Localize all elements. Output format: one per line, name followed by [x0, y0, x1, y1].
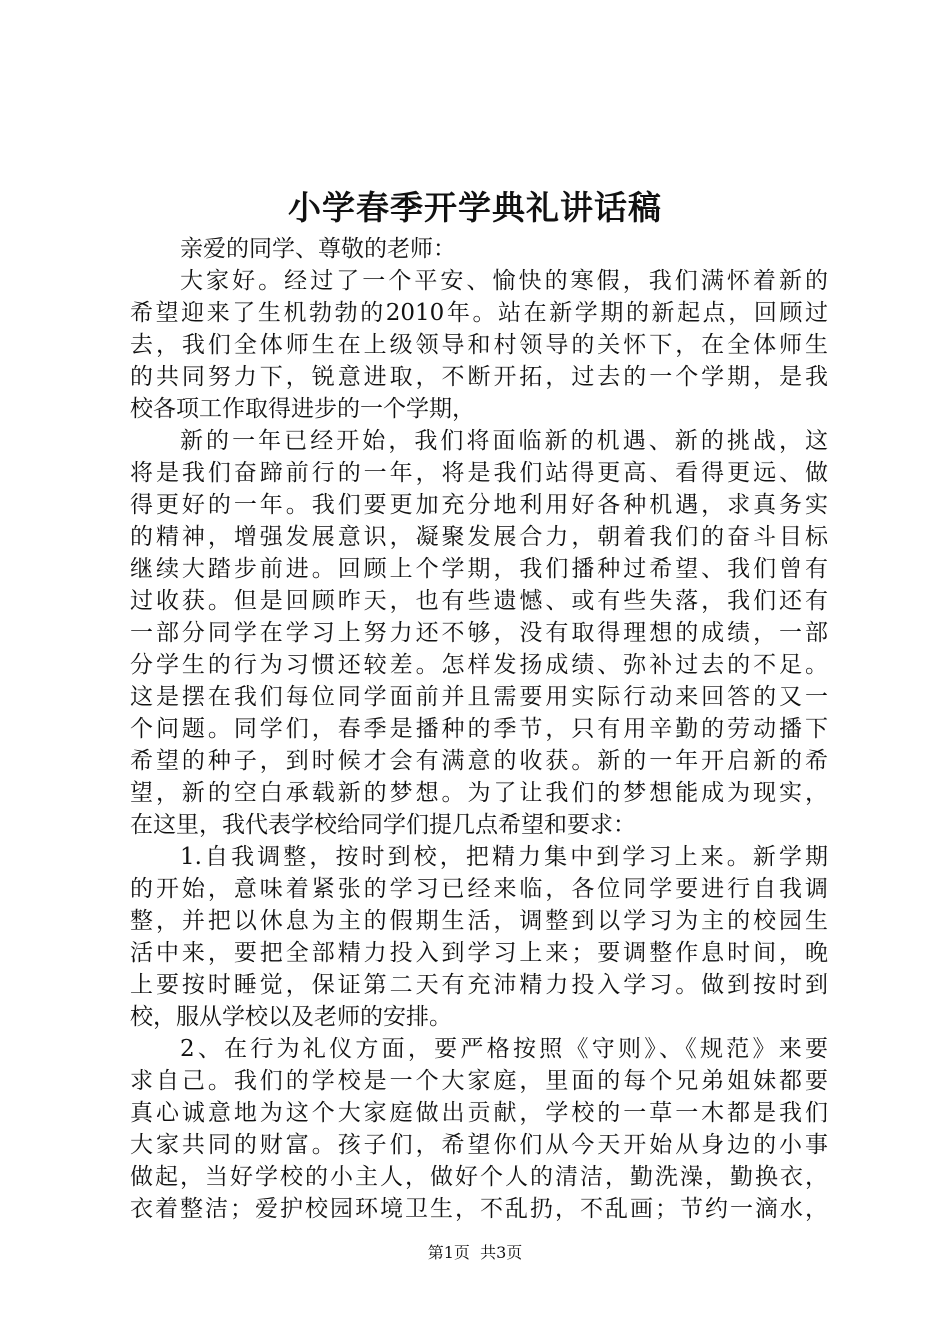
body-line: 求自己。我们的学校是一个大家庭，里面的每个兄弟姐妹都要: [130, 1068, 828, 1094]
body-line: 上要按时睡觉，保证第二天有充沛精力投入学习。做到按时到: [130, 972, 828, 998]
page-number-footer: 第1页 共3页: [427, 1243, 523, 1262]
body-line: 过收获。但是回顾昨天，也有些遗憾、或有些失落，我们还有: [130, 588, 828, 614]
document-title: 小学春季开学典礼讲话稿: [288, 188, 662, 227]
body-line: 1.自我调整，按时到校，把精力集中到学习上来。新学期: [180, 844, 828, 870]
body-line: 希望的种子，到时候才会有满意的收获。新的一年开启新的希: [130, 748, 828, 774]
body-line: 得更好的一年。我们要更加充分地利用好各种机遇，求真务实: [130, 492, 828, 518]
body-line: 校，服从学校以及老师的安排。: [130, 1004, 452, 1030]
body-line: 校各项工作取得进步的一个学期，: [130, 396, 475, 422]
body-line: 2、在行为礼仪方面，要严格按照《守则》、《规范》来要: [180, 1036, 828, 1062]
body-line: 整，并把以休息为主的假期生活，调整到以学习为主的校园生: [130, 908, 828, 934]
body-line: 个问题。同学们，春季是播种的季节，只有用辛勤的劳动播下: [130, 716, 828, 742]
body-line: 的共同努力下，锐意进取，不断开拓，过去的一个学期，是我: [130, 364, 828, 390]
body-line: 继续大踏步前进。回顾上个学期，我们播种过希望、我们曾有: [130, 556, 828, 582]
body-line: 活中来，要把全部精力投入到学习上来；要调整作息时间，晚: [130, 940, 828, 966]
body-line: 衣着整洁；爱护校园环境卫生，不乱扔，不乱画；节约一滴水，: [130, 1196, 828, 1222]
body-line: 将是我们奋蹄前行的一年，将是我们站得更高、看得更远、做: [130, 460, 828, 486]
body-line: 希望迎来了生机勃勃的2010年。站在新学期的新起点，回顾过: [130, 300, 828, 326]
body-line: 亲爱的同学、尊敬的老师：: [180, 236, 456, 262]
body-line: 这是摆在我们每位同学面前并且需要用实际行动来回答的又一: [130, 684, 828, 710]
body-line: 大家好。经过了一个平安、愉快的寒假，我们满怀着新的: [180, 268, 828, 294]
document-body: [130, 233, 828, 1225]
body-line: 的精神，增强发展意识，凝聚发展合力，朝着我们的奋斗目标: [130, 524, 828, 550]
body-line: 真心诚意地为这个大家庭做出贡献，学校的一草一木都是我们: [130, 1100, 828, 1126]
body-line: 一部分同学在学习上努力还不够，没有取得理想的成绩，一部: [130, 620, 828, 646]
body-line: 的开始，意味着紧张的学习已经来临，各位同学要进行自我调: [130, 876, 828, 902]
body-line: 在这里，我代表学校给同学们提几点希望和要求：: [130, 812, 636, 838]
body-line: 去，我们全体师生在上级领导和村领导的关怀下，在全体师生: [130, 332, 828, 358]
body-line: 望，新的空白承载新的梦想。为了让我们的梦想能成为现实，: [130, 780, 828, 806]
body-line: 大家共同的财富。孩子们，希望你们从今天开始从身边的小事: [130, 1132, 828, 1158]
body-line: 新的一年已经开始，我们将面临新的机遇、新的挑战，这: [180, 428, 828, 454]
body-line: 分学生的行为习惯还较差。怎样发扬成绩、弥补过去的不足。: [130, 652, 828, 678]
body-line: 做起，当好学校的小主人，做好个人的清洁，勤洗澡，勤换衣，: [130, 1164, 828, 1190]
